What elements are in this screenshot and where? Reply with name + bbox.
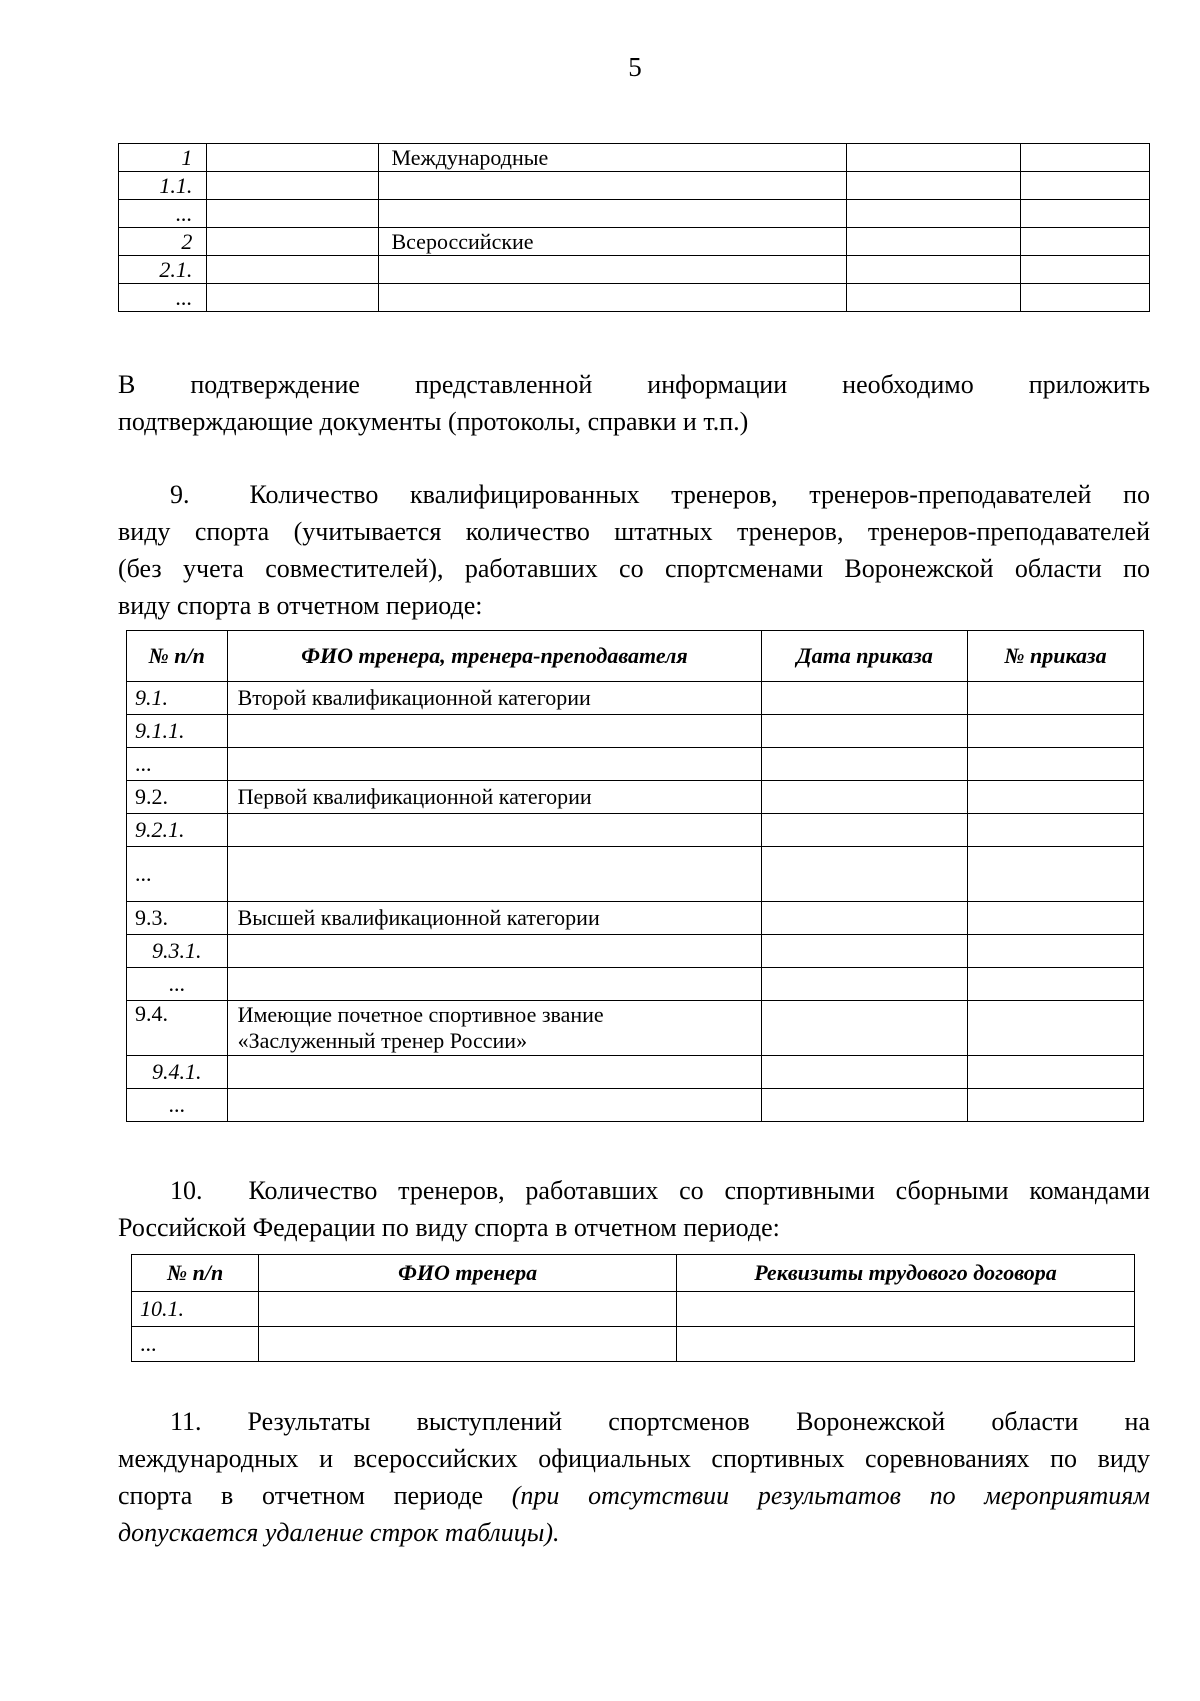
table-row	[119, 228, 1150, 256]
page-number: 5	[628, 52, 642, 82]
row-number: 1.1.	[119, 172, 207, 200]
table-row	[127, 1001, 1144, 1056]
table-row	[127, 1056, 1144, 1089]
column-header: ФИО тренера	[259, 1255, 677, 1292]
table-header-row	[127, 631, 1144, 682]
paragraph-line: допускается удаление строк таблицы).	[118, 1518, 560, 1547]
row-label	[379, 256, 847, 284]
section-10-paragraph	[118, 1172, 1150, 1246]
row-number: ...	[127, 847, 228, 902]
paragraph-line	[118, 1172, 1150, 1209]
paragraph-line: В подтверждение представленной информации необходимо приложить	[118, 370, 1150, 399]
coaches-qualification-table	[126, 630, 1144, 1122]
paragraph-line: (без учета совместителей), работавших со спортсменами Воронежской области по	[118, 554, 1150, 583]
table-row	[127, 935, 1144, 968]
paragraph-line	[118, 1403, 1150, 1440]
paragraph-text: Количество квалифицированных тренеров, тренеров-преподавателей по	[249, 480, 1150, 509]
row-label	[227, 935, 762, 968]
row-label: Высшей квалификационной категории	[227, 902, 762, 935]
row-label	[227, 715, 762, 748]
row-number: 9.3.	[127, 902, 228, 935]
national-team-coaches-table	[131, 1254, 1135, 1362]
table-row	[127, 781, 1144, 814]
paragraph-line: спорта в отчетном периоде (при отсутствии результатов по мероприятиям	[118, 1481, 1150, 1510]
row-label	[379, 200, 847, 228]
column-header: ФИО тренера, тренера-преподавателя	[227, 631, 762, 682]
row-number: 9.2.	[127, 781, 228, 814]
row-label	[227, 968, 762, 1001]
row-number: ...	[127, 748, 228, 781]
row-label	[227, 814, 762, 847]
row-number: 9.3.1.	[127, 935, 228, 968]
row-number: ...	[127, 1089, 228, 1122]
section-11-paragraph	[118, 1403, 1150, 1551]
row-label	[379, 284, 847, 312]
table-row	[127, 902, 1144, 935]
table-row	[119, 284, 1150, 312]
table-row	[127, 814, 1144, 847]
row-label	[379, 172, 847, 200]
paragraph-text: Результаты выступлений спортсменов Воронежской области на	[247, 1407, 1150, 1436]
table-row	[127, 715, 1144, 748]
row-label	[227, 1056, 762, 1089]
row-number: ...	[119, 284, 207, 312]
row-number: 9.4.	[127, 1001, 228, 1056]
events-table	[118, 143, 1150, 312]
row-number: 10.1.	[132, 1292, 259, 1327]
row-number: 9.1.1.	[127, 715, 228, 748]
row-label	[227, 1089, 762, 1122]
row-number: 2	[119, 228, 207, 256]
confirmation-paragraph	[118, 366, 1150, 440]
table-row	[127, 682, 1144, 715]
column-header: № п/п	[132, 1255, 259, 1292]
table-header-row	[132, 1255, 1135, 1292]
paragraph-line: международных и всероссийских официальных спортивных соревнованиях по виду	[118, 1444, 1150, 1473]
table-row	[127, 847, 1144, 902]
section-number: 10.	[170, 1176, 203, 1205]
row-number: 9.2.1.	[127, 814, 228, 847]
column-header: № приказа	[968, 631, 1144, 682]
section-9-paragraph	[118, 476, 1150, 624]
row-label: Второй квалификационной категории	[227, 682, 762, 715]
column-header: Реквизиты трудового договора	[677, 1255, 1135, 1292]
table-row	[119, 200, 1150, 228]
table-row	[119, 172, 1150, 200]
paragraph-line: Российской Федерации по виду спорта в отчетном периоде:	[118, 1213, 780, 1242]
row-number: ...	[127, 968, 228, 1001]
table-row	[127, 748, 1144, 781]
row-label: Имеющие почетное спортивное звание «Заслуженный тренер России»	[227, 1001, 762, 1056]
paragraph-line: подтверждающие документы (протоколы, справки и т.п.)	[118, 407, 749, 436]
table-row	[119, 256, 1150, 284]
row-number: ...	[119, 200, 207, 228]
row-label: Первой квалификационной категории	[227, 781, 762, 814]
row-label: Всероссийские	[379, 228, 847, 256]
row-label: Международные	[379, 144, 847, 172]
paragraph-line	[118, 476, 1150, 513]
row-number: 9.1.	[127, 682, 228, 715]
row-number: 9.4.1.	[127, 1056, 228, 1089]
row-number: 1	[119, 144, 207, 172]
table-row	[127, 968, 1144, 1001]
row-number: 2.1.	[119, 256, 207, 284]
paragraph-line: виду спорта (учитывается количество штатных тренеров, тренеров-преподавателей	[118, 517, 1150, 546]
table-row	[127, 1089, 1144, 1122]
table-row	[119, 144, 1150, 172]
section-number: 11.	[170, 1407, 202, 1436]
column-header: № п/п	[127, 631, 228, 682]
row-label	[227, 748, 762, 781]
column-header: Дата приказа	[762, 631, 968, 682]
row-number: ...	[132, 1327, 259, 1362]
paragraph-line: виду спорта в отчетном периоде:	[118, 591, 483, 620]
table-row	[132, 1327, 1135, 1362]
row-label	[227, 847, 762, 902]
table-row	[132, 1292, 1135, 1327]
paragraph-text: Количество тренеров, работавших со спортивными сборными командами	[248, 1176, 1150, 1205]
section-number: 9.	[170, 480, 190, 509]
